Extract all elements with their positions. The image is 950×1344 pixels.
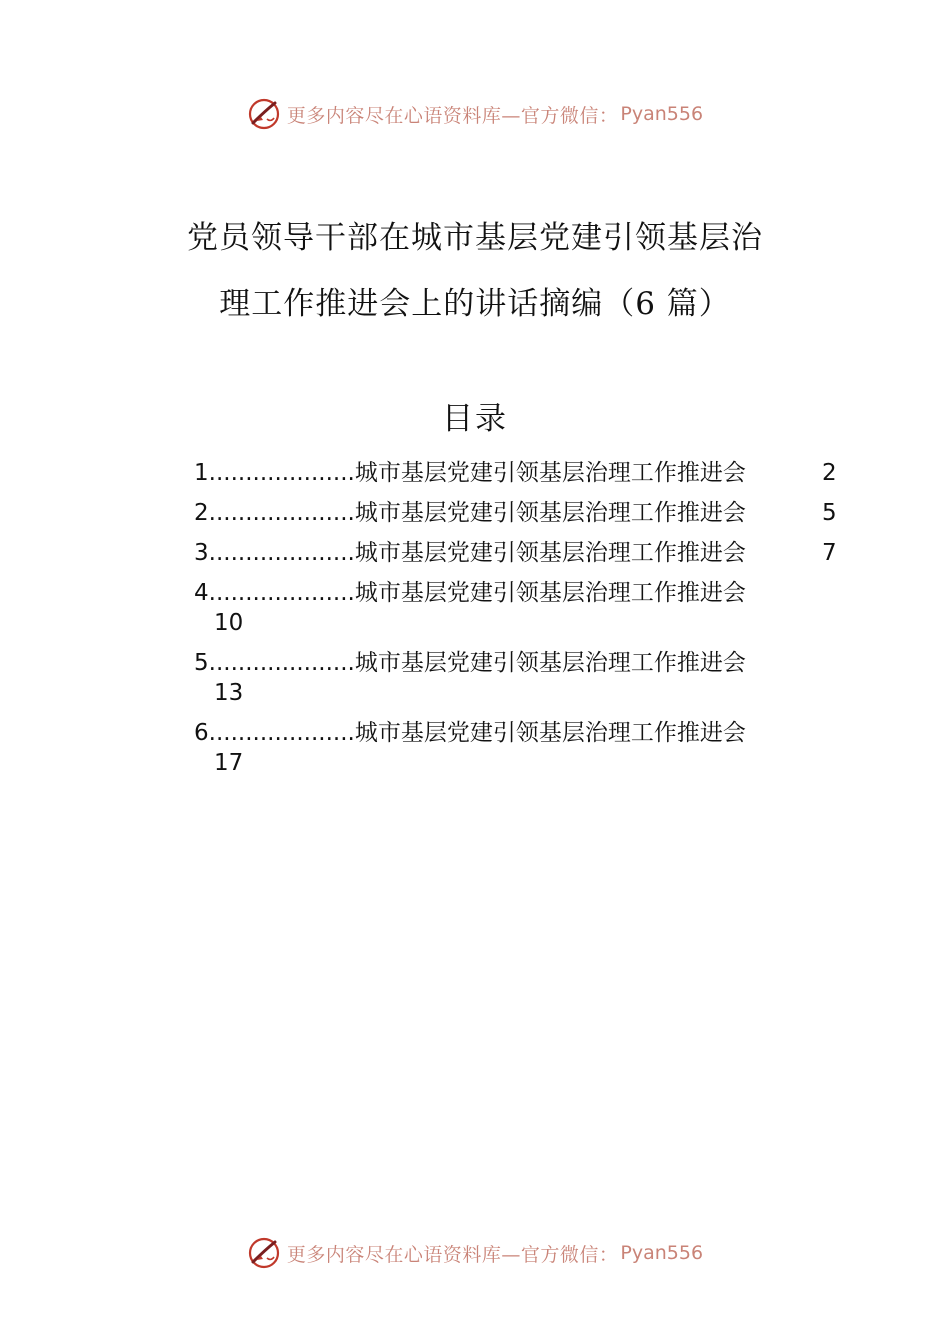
footer-watermark — [0, 1233, 950, 1273]
toc-entry[interactable] — [194, 578, 854, 638]
toc-entry-page: 7 — [822, 540, 837, 566]
pen-logo-icon — [247, 97, 281, 131]
toc-entry-label: 城市基层党建引领基层治理工作推进会 — [354, 460, 746, 486]
toc-leader-dots: .................... — [208, 650, 355, 676]
toc-leader-dots: .................... — [208, 580, 355, 606]
toc-entry-number: 1 — [194, 460, 209, 486]
toc-entry-label: 城市基层党建引领基层治理工作推进会 — [354, 720, 746, 746]
toc-leader-dots: .................... — [208, 540, 355, 566]
toc-entry-page: 5 — [822, 500, 837, 526]
toc-entry-label: 城市基层党建引领基层治理工作推进会 — [354, 500, 746, 526]
toc-entry-number: 5 — [194, 650, 209, 676]
toc-entry-label: 城市基层党建引领基层治理工作推进会 — [354, 540, 746, 566]
toc-entry-number: 2 — [194, 500, 209, 526]
toc-entry-page: 2 — [822, 460, 837, 486]
toc-entry-page: 13 — [214, 680, 244, 706]
toc-entry-number: 3 — [194, 540, 209, 566]
pen-logo-icon — [247, 1236, 281, 1270]
toc-entry-page: 17 — [214, 750, 244, 776]
watermark-handle: Pyan556 — [620, 103, 704, 125]
toc-entry-label: 城市基层党建引领基层治理工作推进会 — [354, 580, 746, 606]
toc-leader-dots: .................... — [208, 500, 355, 526]
toc-entry[interactable] — [194, 648, 854, 708]
toc-entry[interactable] — [194, 458, 854, 488]
toc-entry-label: 城市基层党建引领基层治理工作推进会 — [354, 650, 746, 676]
toc-entry[interactable] — [194, 718, 854, 778]
toc-leader-dots: .................... — [208, 720, 355, 746]
watermark-text: 更多内容尽在心语资料库—官方微信： — [286, 104, 619, 127]
toc-entry-number: 6 — [194, 720, 209, 746]
header-watermark — [0, 94, 950, 134]
toc-entry[interactable] — [194, 538, 854, 568]
toc-entry[interactable] — [194, 498, 854, 528]
toc-entry-page: 10 — [214, 610, 244, 636]
toc-leader-dots: .................... — [208, 460, 355, 486]
document-title-line-2: 理工作推进会上的讲话摘编（6 篇） — [219, 286, 731, 322]
table-of-contents — [194, 458, 854, 778]
toc-entry-number: 4 — [194, 580, 209, 606]
watermark-text: 更多内容尽在心语资料库—官方微信： — [286, 1243, 619, 1266]
toc-heading: 目录 — [442, 401, 508, 437]
document-title-line-1: 党员领导干部在城市基层党建引领基层治 — [187, 220, 763, 256]
watermark-handle: Pyan556 — [620, 1242, 704, 1264]
